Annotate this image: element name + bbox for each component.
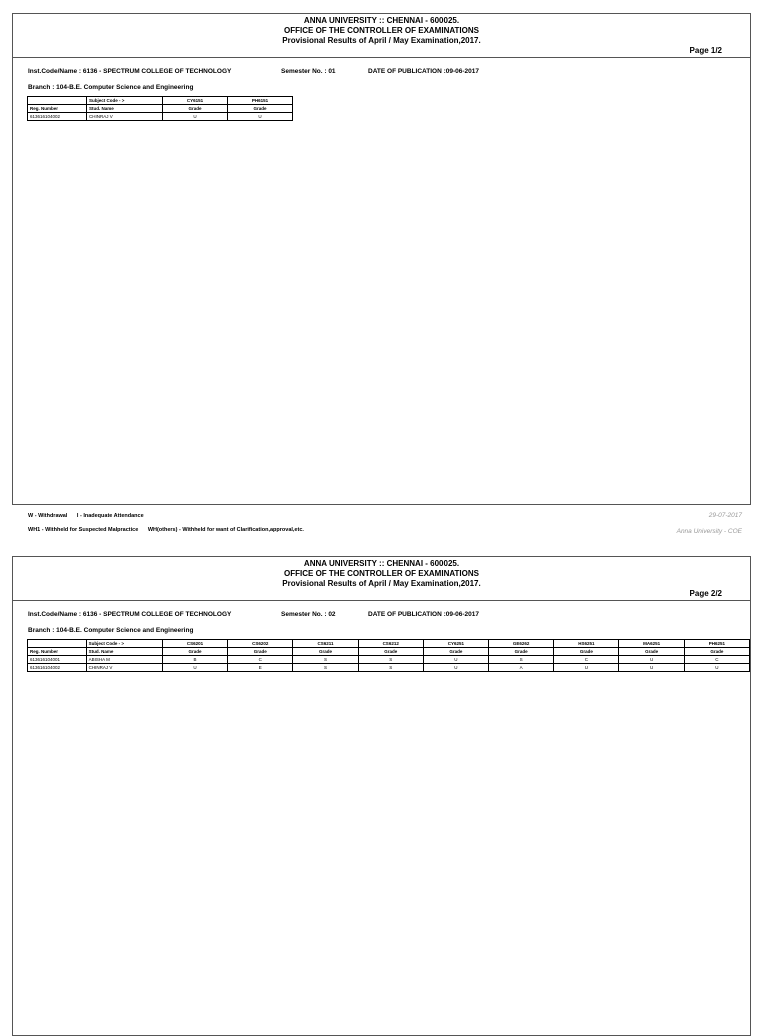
subject-code: GE6262 [489, 640, 554, 648]
grade-cell: B [162, 656, 227, 664]
grade-label: Grade [554, 648, 619, 656]
grade-label: Grade [619, 648, 684, 656]
grade-label: Grade [162, 648, 227, 656]
grade-label: Grade [228, 105, 293, 113]
results-table [27, 96, 293, 121]
grade-cell: S [489, 656, 554, 664]
university-name: ANNA UNIVERSITY :: CHENNAI - 600025. [303, 559, 460, 568]
institution-name: Inst.Code/Name : 6136 - SPECTRUM COLLEGE OF TECHNOLOGY [28, 68, 232, 75]
grade-cell: U [163, 113, 228, 121]
office-name: OFFICE OF THE CONTROLLER OF EXAMINATIONS [284, 26, 479, 35]
subject-code: CS6212 [358, 640, 423, 648]
branch-name: Branch : 104-B.E. Computer Science and Engineering [28, 627, 194, 634]
legend-line-1 [28, 513, 152, 519]
grade-cell: U [619, 656, 684, 664]
coe-label: Anna University - COE [676, 528, 742, 535]
subject-code: CS6202 [228, 640, 293, 648]
subject-code: MA6251 [619, 640, 684, 648]
publication-date: DATE OF PUBLICATION :09-06-2017 [368, 68, 480, 75]
semester-number: Semester No. : 02 [281, 611, 336, 618]
student-name: ABISHA M [86, 656, 162, 664]
table-row [28, 664, 750, 672]
grade-cell: C [684, 656, 749, 664]
stud-name-label: Stud. Name [86, 648, 162, 656]
grade-cell: S [358, 656, 423, 664]
subject-code: CS6211 [293, 640, 358, 648]
grade-label: Grade [423, 648, 488, 656]
grade-cell: C [228, 656, 293, 664]
grade-cell: A [489, 664, 554, 672]
subject-code: PH6151 [228, 97, 293, 105]
page-header [13, 14, 750, 58]
result-page-2 [12, 556, 751, 1036]
table-row [28, 656, 750, 664]
grade-cell: U [619, 664, 684, 672]
grade-cell: U [554, 664, 619, 672]
reg-number-label: Reg. Number [28, 105, 87, 113]
reg-number: 613616104001 [28, 656, 87, 664]
table-header-row [28, 97, 293, 105]
subject-code: PH6251 [684, 640, 749, 648]
grade-cell: S [293, 664, 358, 672]
student-name: CHINRAJ V [86, 664, 162, 672]
grade-label: Grade [489, 648, 554, 656]
university-name: ANNA UNIVERSITY :: CHENNAI - 600025. [303, 16, 460, 25]
grade-cell: S [358, 664, 423, 672]
stud-name-label: Stud. Name [87, 105, 163, 113]
table-subheader-row [28, 648, 750, 656]
grade-label: Grade [293, 648, 358, 656]
grade-cell: U [423, 664, 488, 672]
semester-number: Semester No. : 01 [281, 68, 336, 75]
result-page-1 [12, 13, 751, 505]
subject-code: HS6251 [554, 640, 619, 648]
table-header-row [28, 640, 750, 648]
table-row [28, 113, 293, 121]
grade-cell: C [554, 656, 619, 664]
subject-code: CY6251 [423, 640, 488, 648]
page-number: Page 1/2 [689, 46, 722, 55]
page-header [13, 557, 750, 601]
grade-cell: U [684, 664, 749, 672]
print-date: 29-07-2017 [708, 512, 742, 519]
subject-code: CS6201 [162, 640, 227, 648]
reg-number: 613616104002 [28, 113, 87, 121]
legend-whothers: WH(others) - Withheld for want of Clarification,approval,etc. [147, 527, 304, 533]
grade-label: Grade [684, 648, 749, 656]
branch-name: Branch : 104-B.E. Computer Science and Engineering [28, 84, 194, 91]
institution-name: Inst.Code/Name : 6136 - SPECTRUM COLLEGE OF TECHNOLOGY [28, 611, 232, 618]
subject-code: CY6151 [163, 97, 228, 105]
legend-wh1: WH1 - Withheld for Suspected Malpractice [28, 527, 139, 533]
subject-code-label: Subject Code - > [86, 640, 162, 648]
legend-withdrawal: W - Withdrawal [28, 513, 68, 519]
grade-cell: U [162, 664, 227, 672]
legend-line-2 [28, 527, 312, 533]
grade-cell: U [228, 113, 293, 121]
grade-label: Grade [228, 648, 293, 656]
reg-number-label: Reg. Number [28, 648, 87, 656]
exam-title: Provisional Results of April / May Examination,2017. [282, 36, 481, 45]
page-number: Page 2/2 [689, 589, 722, 598]
legend-inadequate: I - Inadequate Attendance [76, 513, 144, 519]
subject-code-label: Subject Code - > [87, 97, 163, 105]
results-table [27, 639, 750, 672]
office-name: OFFICE OF THE CONTROLLER OF EXAMINATIONS [284, 569, 479, 578]
student-name: CHINRAJ V [87, 113, 163, 121]
table-subheader-row [28, 105, 293, 113]
publication-date: DATE OF PUBLICATION :09-06-2017 [368, 611, 480, 618]
grade-cell: E [228, 664, 293, 672]
exam-title: Provisional Results of April / May Examination,2017. [282, 579, 481, 588]
grade-cell: U [423, 656, 488, 664]
grade-label: Grade [358, 648, 423, 656]
grade-label: Grade [163, 105, 228, 113]
grade-cell: S [293, 656, 358, 664]
reg-number: 613616104002 [28, 664, 87, 672]
